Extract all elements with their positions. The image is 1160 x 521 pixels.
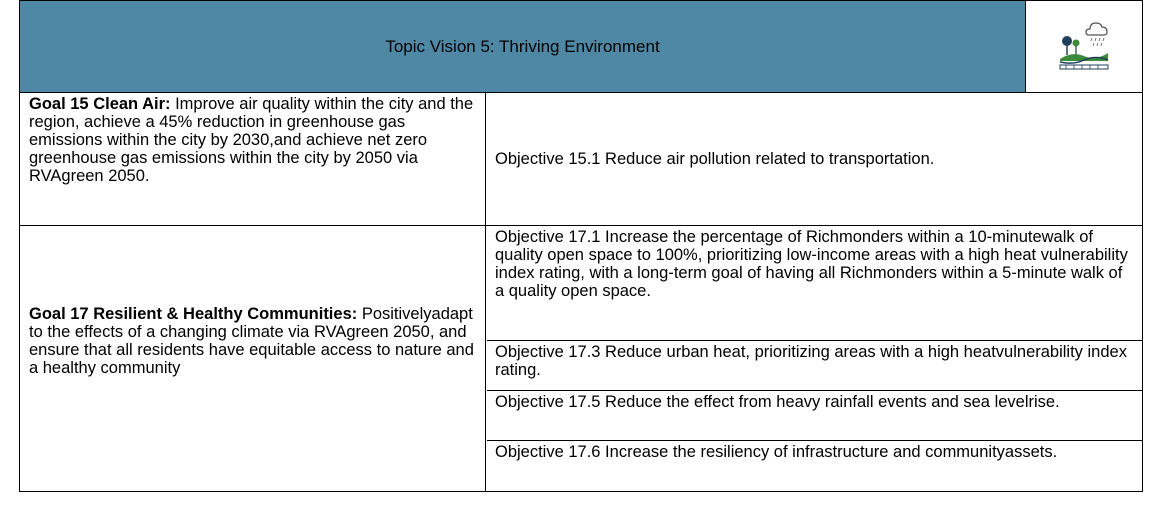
goal-cell-17 — [20, 226, 486, 492]
objective-cell — [487, 391, 1142, 440]
goal-text: Improve air quality within the city and the region, achieve a 45% reduction in greenhouse gas emissions within the city by 2030,and achieve net zero greenhouse gas emissions within the city by 2050 via RVAgreen 2050. — [29, 95, 474, 185]
goal-cell-15 — [20, 93, 486, 225]
goal-text: Positivelyadapt to the effects of a changing climate via RVAgreen 2050, and ensure that all residents have equitable access to nature and a healthy community — [29, 305, 474, 377]
header-title: Topic Vision 5: Thriving Environment — [385, 36, 660, 56]
goals-table — [19, 0, 1143, 492]
objective-text: Objective 15.1 Reduce air pollution related to transportation. — [495, 150, 935, 168]
goal-row-15 — [20, 93, 1142, 225]
objective-cell — [487, 93, 1142, 225]
objective-text: Objective 17.6 Increase the resiliency of infrastructure and communityassets. — [495, 443, 1058, 461]
objective-text: Objective 17.3 Reduce urban heat, prioritizing areas with a high heatvulnerability index rating. — [495, 343, 1127, 379]
environment-icon — [1056, 19, 1112, 75]
objective-text: Objective 17.1 Increase the percentage of Richmonders within a 10-minutewalk of quality open space to 100%, prioritizing low-income areas with a high heat vulnerability index rating, with a long-term goal of having all Richmonders within a 5-minute walk of a quality open space. — [495, 228, 1128, 300]
table-header — [20, 1, 1142, 93]
goal-title: Goal 17 Resilient & Healthy Communities: — [29, 305, 358, 323]
objective-cell — [487, 341, 1142, 390]
goal-row-17 — [20, 226, 1142, 492]
objective-cell — [487, 441, 1142, 492]
header-icon-cell — [1026, 1, 1142, 92]
objective-text: Objective 17.5 Reduce the effect from heavy rainfall events and sea levelrise. — [495, 393, 1060, 411]
objective-cell — [487, 226, 1142, 340]
goal-title: Goal 15 Clean Air: — [29, 95, 171, 113]
